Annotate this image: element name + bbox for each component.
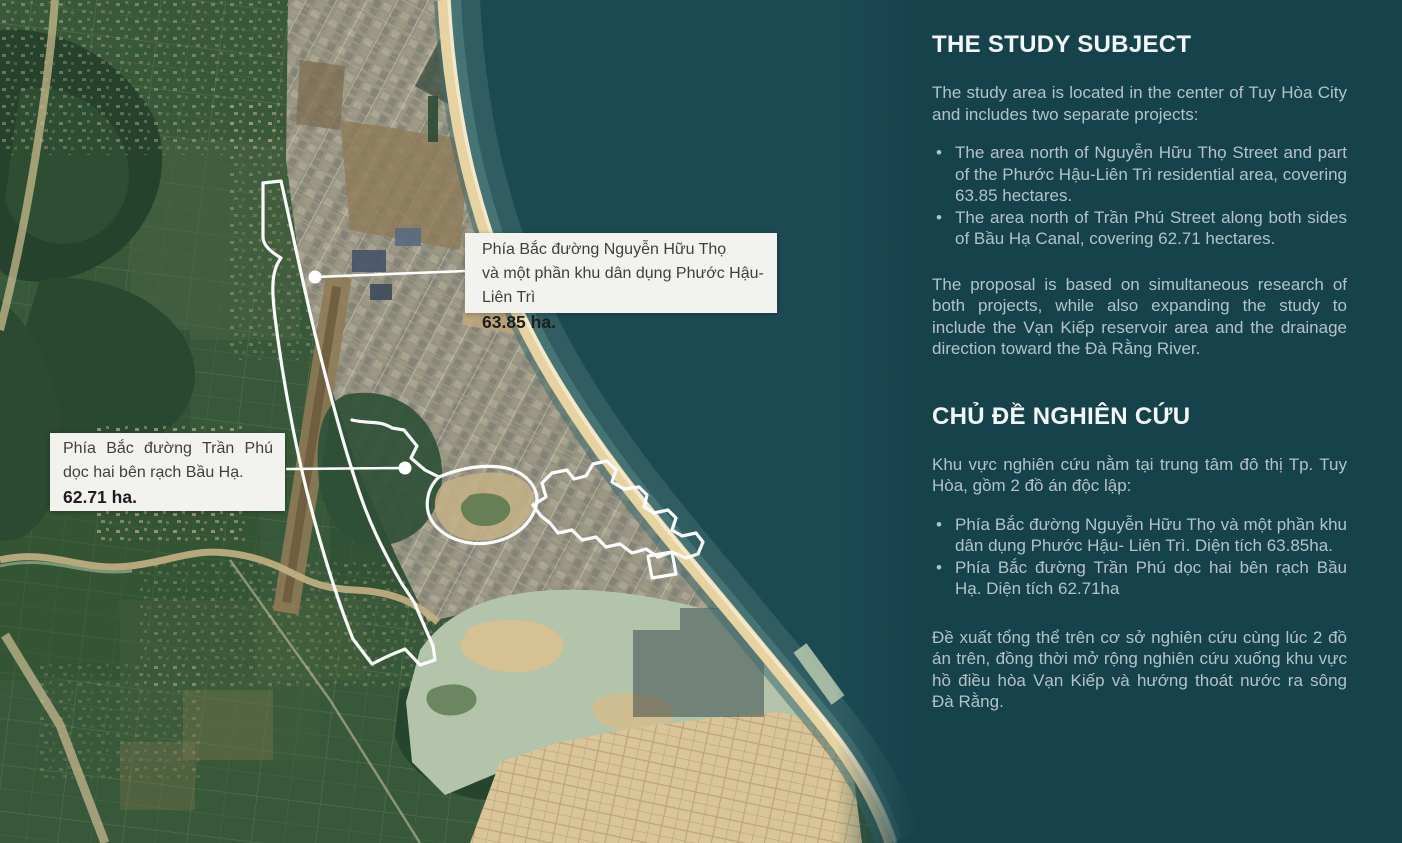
callout-project-2 [50, 433, 285, 511]
intro-en: The study area is located in the center of Tuy Hòa City and includes two separate projects: [932, 83, 1347, 124]
bullet-list-en [932, 142, 1347, 250]
bullet-en-1: • The area north of Nguyễn Hữu Thọ Street and part of the Phước Hậu-Liên Trì residential area, covering 63.85 hectares. [932, 142, 1347, 207]
bullet-en-2: • The area north of Trần Phú Street along both sides of Bầu Hạ Canal, covering 62.71 hectares. [932, 207, 1347, 250]
callout-2-line2: dọc hai bên rạch Bầu Hạ. [63, 464, 244, 481]
callout-2-area: 62.71 ha. [63, 487, 137, 507]
callout-project-1 [465, 233, 777, 332]
callout-2-line1: Phía Bắc đường Trần Phú [63, 440, 273, 457]
marker-dot-project-2 [399, 462, 412, 475]
bullet-vi-2: • Phía Bắc đường Trần Phú dọc hai bên rạch Bầu Hạ. Diện tích 62.71ha [932, 557, 1347, 600]
info-panel [920, 0, 1402, 843]
callout-1-line1: Phía Bắc đường Nguyễn Hữu Thọ [482, 241, 727, 258]
callout-1-line2: và một phần khu dân dụng Phước Hậu- Liên Trì [482, 265, 764, 306]
outro-vi: Đề xuất tổng thể trên cơ sở nghiên cứu cùng lúc 2 đồ án trên, đồng thời mở rộng nghiên cứu xuống khu vực hồ điều hòa Vạn Kiếp và hướng thoát nước ra sông Đà Rằng. [932, 627, 1347, 711]
section-title-en: THE STUDY SUBJECT [932, 31, 1192, 58]
callout-1-area: 63.85 ha. [482, 312, 556, 332]
bullet-vi-1: • Phía Bắc đường Nguyễn Hữu Thọ và một phần khu dân dụng Phước Hậu- Liên Trì. Diện tích 63.85ha. [932, 514, 1347, 557]
intro-vi: Khu vực nghiên cứu nằm tại trung tâm đô thị Tp. Tuy Hòa, gồm 2 đồ án độc lập: [932, 454, 1347, 495]
section-title-vi: CHỦ ĐỀ NGHIÊN CỨU [932, 402, 1191, 430]
bullet-list-vi [932, 514, 1347, 600]
outro-en: The proposal is based on simultaneous research of both projects, while also expanding the study to include the Vạn Kiếp reservoir area and the drainage direction toward the Đà Rằng River. [932, 274, 1347, 358]
marker-dot-project-1 [309, 271, 322, 284]
